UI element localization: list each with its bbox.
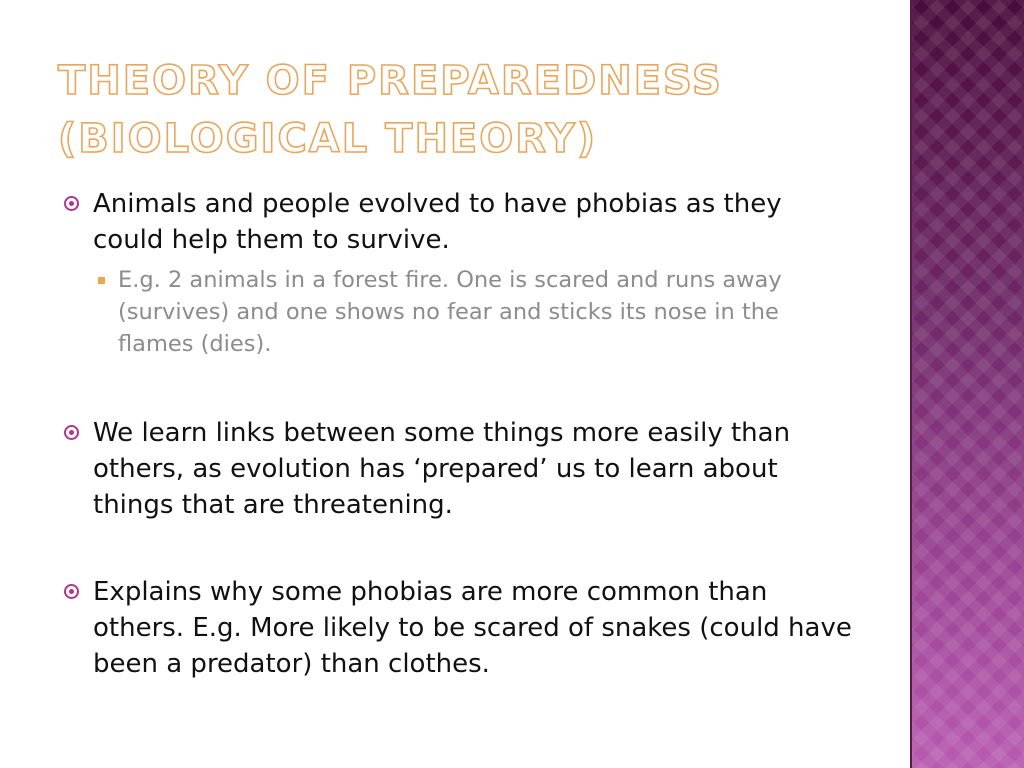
- slide-title: [58, 52, 898, 168]
- sub-bullet-text: E.g. 2 animals in a forest fire. One is scared and runs away (survives) and one shows no fear and sticks its nose in the flames (dies).: [118, 267, 782, 357]
- title-line-2: (BIOLOGICAL THEORY): [58, 116, 598, 162]
- slide-content: [62, 186, 852, 682]
- sub-bullet-item: [93, 264, 852, 360]
- bullet-text: Animals and people evolved to have phobias as they could help them to survive.: [93, 189, 782, 255]
- circle-bullet-icon: [64, 196, 79, 211]
- decorative-sidebar: [912, 0, 1024, 768]
- bullet-item: [62, 574, 852, 682]
- circle-bullet-icon: [64, 425, 79, 440]
- square-bullet-icon: [98, 277, 105, 284]
- title-line-1: THEORY OF PREPAREDNESS: [58, 58, 723, 104]
- bullet-text: Explains why some phobias are more common than others. E.g. More likely to be scared of snakes (could have been a predator) than clothes.: [93, 577, 852, 679]
- bullet-item: [62, 186, 852, 258]
- bullet-item: [62, 415, 852, 523]
- circle-bullet-icon: [64, 584, 79, 599]
- bullet-text: We learn links between some things more easily than others, as evolution has ‘prepared’ us to learn about things that are threatening.: [93, 418, 791, 520]
